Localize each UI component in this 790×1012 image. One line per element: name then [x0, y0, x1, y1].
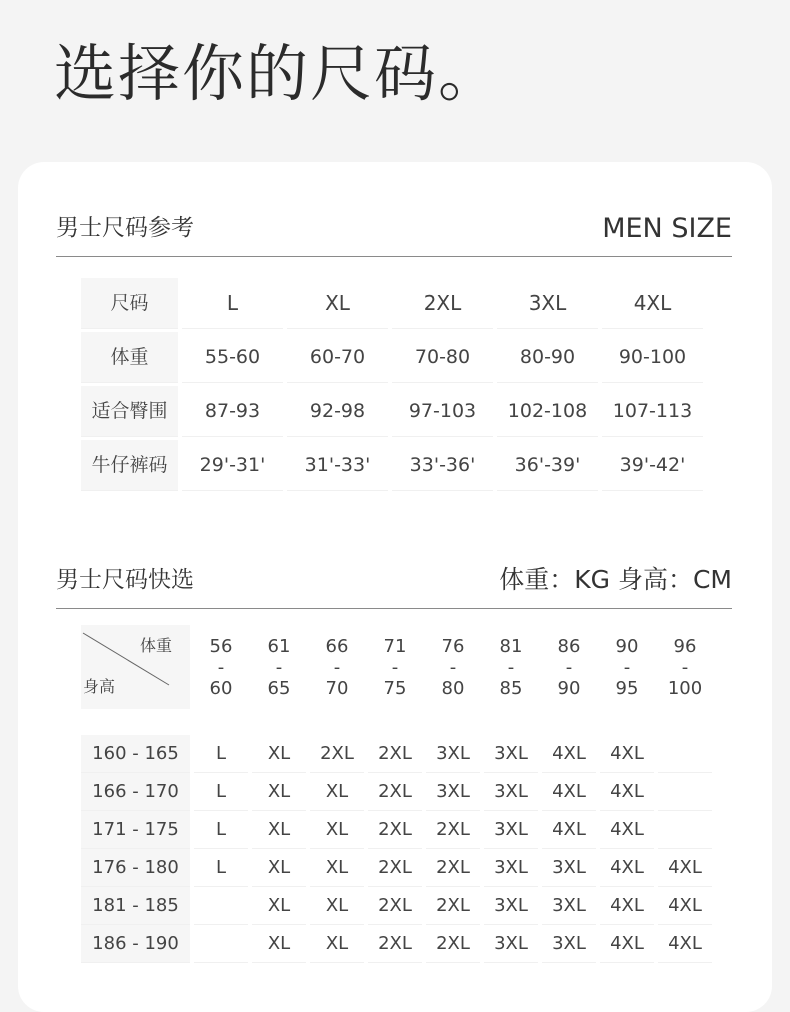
size-cell: 4XL [600, 887, 654, 925]
table-cell: 36'-39' [497, 440, 598, 491]
size-reference-table [81, 278, 707, 494]
weight-from: 71 [383, 635, 407, 657]
size-cell: 2XL [368, 925, 422, 963]
weight-from: 61 [267, 635, 291, 657]
size-cell: 3XL [484, 925, 538, 963]
table-row [81, 440, 707, 494]
weight-sep: - [391, 656, 399, 678]
size-cell: 3XL [542, 887, 596, 925]
weight-to: 90 [557, 677, 581, 699]
size-cell: XL [310, 811, 364, 849]
size-cell: XL [252, 811, 306, 849]
size-cell [658, 773, 712, 811]
size-cell: 3XL [426, 735, 480, 773]
size-cell: 4XL [658, 887, 712, 925]
size-cell: 4XL [542, 811, 596, 849]
weight-from: 66 [325, 635, 349, 657]
weight-to: 70 [325, 677, 349, 699]
size-cell [658, 811, 712, 849]
size-cell: 2XL [368, 773, 422, 811]
size-cell: 3XL [484, 773, 538, 811]
table-row [81, 887, 716, 925]
weight-range-header [310, 617, 364, 717]
size-cell: 3XL [484, 887, 538, 925]
size-cell: 3XL [542, 849, 596, 887]
weight-sep: - [333, 656, 341, 678]
size-cell [194, 925, 248, 963]
height-range-label: 176 - 180 [81, 849, 190, 887]
weight-range-header [252, 617, 306, 717]
size-cell [658, 735, 712, 773]
table-cell: 2XL [392, 278, 493, 329]
weight-sep: - [217, 656, 225, 678]
table-cell: 92-98 [287, 386, 388, 437]
table-cell: 55-60 [182, 332, 283, 383]
size-cell: 4XL [600, 773, 654, 811]
table-cell: 70-80 [392, 332, 493, 383]
size-cell: 4XL [600, 811, 654, 849]
height-range-label: 181 - 185 [81, 887, 190, 925]
table-cell: L [182, 278, 283, 329]
quick-select-title: 男士尺码快选 [56, 567, 194, 593]
weight-range-header [484, 617, 538, 717]
table-cell: 107-113 [602, 386, 703, 437]
size-cell: 2XL [368, 849, 422, 887]
table-cell: 97-103 [392, 386, 493, 437]
page-title: 选择你的尺码。 [54, 37, 503, 110]
height-range-label: 160 - 165 [81, 735, 190, 773]
size-cell: XL [310, 925, 364, 963]
size-cell: 3XL [484, 849, 538, 887]
size-cell: 3XL [484, 735, 538, 773]
weight-range-header [542, 617, 596, 717]
table-cell: 33'-36' [392, 440, 493, 491]
size-cell: L [194, 773, 248, 811]
weight-to: 80 [441, 677, 465, 699]
size-cell: 2XL [426, 925, 480, 963]
weight-from: 90 [615, 635, 639, 657]
size-cell: 3XL [426, 773, 480, 811]
table-row [81, 386, 707, 440]
size-cell: XL [310, 849, 364, 887]
weight-to: 95 [615, 677, 639, 699]
height-range-label: 171 - 175 [81, 811, 190, 849]
corner-weight-label: 体重 [139, 636, 172, 655]
table-cell: 102-108 [497, 386, 598, 437]
men-size-label: MEN SIZE [602, 213, 732, 244]
corner-height-label: 身高 [83, 677, 116, 696]
size-cell: 4XL [542, 773, 596, 811]
weight-to: 85 [499, 677, 523, 699]
row-label: 适合臀围 [81, 386, 178, 437]
quick-select-table [81, 617, 716, 963]
size-cell: 3XL [484, 811, 538, 849]
size-cell: L [194, 811, 248, 849]
table-cell: 87-93 [182, 386, 283, 437]
weight-sep: - [623, 656, 631, 678]
height-range-label: 186 - 190 [81, 925, 190, 963]
units-label: 体重：KG 身高：CM [499, 565, 732, 594]
size-cell [194, 887, 248, 925]
size-cell: 2XL [368, 887, 422, 925]
weight-from: 81 [499, 635, 523, 657]
size-cell: 2XL [368, 735, 422, 773]
weight-sep: - [449, 656, 457, 678]
size-cell: XL [252, 735, 306, 773]
corner-cell [81, 625, 190, 709]
size-cell: XL [310, 887, 364, 925]
table-cell: 4XL [602, 278, 703, 329]
size-reference-header [56, 206, 732, 257]
weight-sep: - [565, 656, 573, 678]
table-cell: 31'-33' [287, 440, 388, 491]
height-range-label: 166 - 170 [81, 773, 190, 811]
size-cell: 2XL [426, 887, 480, 925]
size-cell: 4XL [600, 849, 654, 887]
weight-from: 56 [209, 635, 233, 657]
table-row [81, 925, 716, 963]
size-cell: XL [252, 773, 306, 811]
weight-header-row [81, 617, 716, 717]
size-cell: L [194, 849, 248, 887]
size-cell: XL [252, 925, 306, 963]
table-cell: XL [287, 278, 388, 329]
size-cell: 2XL [368, 811, 422, 849]
table-row [81, 332, 707, 386]
size-cell: 2XL [310, 735, 364, 773]
size-reference-title: 男士尺码参考 [56, 215, 194, 241]
weight-to: 75 [383, 677, 407, 699]
row-label: 尺码 [81, 278, 178, 329]
weight-sep: - [507, 656, 515, 678]
weight-range-header [658, 617, 712, 717]
weight-from: 96 [673, 635, 697, 657]
size-card [18, 162, 772, 1012]
weight-from: 76 [441, 635, 465, 657]
size-cell: 4XL [600, 735, 654, 773]
table-row [81, 735, 716, 773]
quick-select-header [56, 558, 732, 609]
weight-range-header [194, 617, 248, 717]
size-cell: 2XL [426, 849, 480, 887]
table-cell: 60-70 [287, 332, 388, 383]
weight-from: 86 [557, 635, 581, 657]
weight-range-header [426, 617, 480, 717]
size-cell: 4XL [658, 925, 712, 963]
size-cell: 3XL [542, 925, 596, 963]
weight-sep: - [275, 656, 283, 678]
weight-to: 60 [209, 677, 233, 699]
table-row [81, 278, 707, 332]
size-cell: 4XL [658, 849, 712, 887]
weight-to: 65 [267, 677, 291, 699]
table-row [81, 811, 716, 849]
size-cell: XL [310, 773, 364, 811]
table-cell: 39'-42' [602, 440, 703, 491]
table-cell: 29'-31' [182, 440, 283, 491]
table-cell: 90-100 [602, 332, 703, 383]
size-cell: 4XL [600, 925, 654, 963]
row-label: 牛仔裤码 [81, 440, 178, 491]
weight-range-header [600, 617, 654, 717]
table-cell: 80-90 [497, 332, 598, 383]
table-row [81, 849, 716, 887]
weight-range-header [368, 617, 422, 717]
table-cell: 3XL [497, 278, 598, 329]
size-cell: 4XL [542, 735, 596, 773]
weight-to: 100 [667, 677, 703, 699]
size-cell: L [194, 735, 248, 773]
size-cell: XL [252, 887, 306, 925]
table-row [81, 773, 716, 811]
size-cell: XL [252, 849, 306, 887]
row-label: 体重 [81, 332, 178, 383]
size-cell: 2XL [426, 811, 480, 849]
weight-sep: - [681, 656, 689, 678]
